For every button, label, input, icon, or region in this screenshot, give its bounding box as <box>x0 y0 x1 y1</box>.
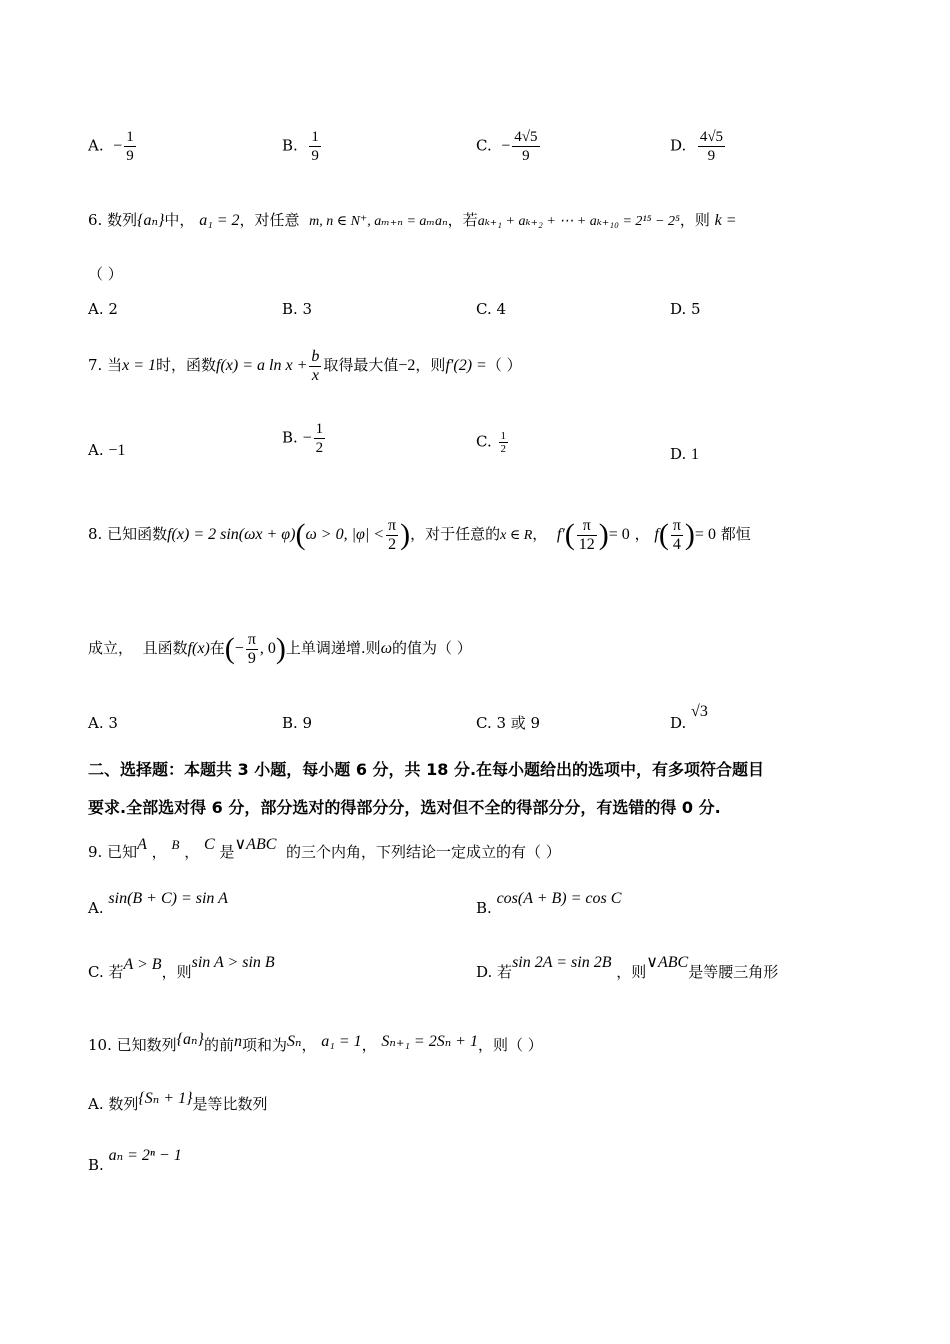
q6-option-c: C. 4 <box>476 300 507 318</box>
q7-option-b: B. − $\frac{1}{2}$ <box>282 421 324 456</box>
q8-stem-line1: 8. 已知函数f(x) = 2 sin(ωx + φ)(ω > 0, |φ| < $\frac{\pi}{2}$ )，对于任意的x ∈ R， f′( $\frac{\pi}{12}$ )= 0 ， f( $\frac{\pi}{4}$ )= 0 都恒 <box>88 516 751 553</box>
q6-paren: （ ） <box>88 265 123 283</box>
q5-option-b: B. $\frac{1}{9}$ <box>282 129 319 164</box>
q9-option-b: B. cos(A + B) = cos C <box>476 890 622 917</box>
q7-option-c: C. $\frac{1}{2}$ <box>476 430 506 455</box>
q5-option-c: C. − $\frac{4√5}{9}$ <box>476 129 538 164</box>
q8-option-b: B. 9 <box>282 714 313 732</box>
q6-option-a: A. 2 <box>88 300 118 318</box>
q8-option-a: A. 3 <box>88 714 118 732</box>
q9-option-d: D. 若sin 2A = sin 2B ，则∨ABC是等腰三角形 <box>476 954 779 981</box>
q9-option-c: C. 若A > B，则sin A > sin B <box>88 954 275 981</box>
q9-stem: 9. 已知A ， B ， C 是∨ABC 的三个内角，下列结论一定成立的有（ ） <box>88 836 561 861</box>
q10-option-a: A. 数列{Sₙ + 1}是等比数列 <box>88 1090 268 1113</box>
section-2-heading-cont: 要求.全部选对得 6 分，部分选对的得部分分，选对但不全的得部分分，有选错的得 0 分. <box>88 798 721 817</box>
q8-option-c: C. 3 或 9 <box>476 714 541 732</box>
q5-option-d: D. $\frac{4√5}{9}$ <box>670 129 724 164</box>
q10-stem: 10. 已知数列{aₙ}的前n项和为Sₙ， a₁ = 1， Sₙ₊₁ = 2Sₙ + 1，则（ ） <box>88 1031 543 1054</box>
q8-stem-line2: 成立， 且函数f(x)在(− $\frac{\pi}{9}$ , 0)上单调递增.则ω的值为（ ） <box>88 630 472 667</box>
q7-option-a: A. −1 <box>88 441 126 459</box>
q7-stem: 7. 当x = 1时，函数f(x) = a ln x + $\frac{b}{x}$ 取得最大值−2，则f′(2) =（ ） <box>88 347 522 384</box>
q6-option-d: D. 5 <box>670 300 701 318</box>
q10-option-b: B. aₙ = 2ⁿ − 1 <box>88 1147 182 1174</box>
q5-option-a: A. − $\frac{1}{9}$ <box>88 129 134 164</box>
q8-option-d: D. √3 <box>670 703 708 732</box>
q7-option-d: D. 1 <box>670 445 700 463</box>
section-2-heading: 二、选择题：本题共 3 小题，每小题 6 分，共 18 分.在每小题给出的选项中，有多项符合题目 <box>88 760 765 779</box>
q9-option-a: A. sin(B + C) = sin A <box>88 890 228 917</box>
q6-stem: 6. 数列{aₙ}中， a₁ = 2，对任意 m, n ∈ N⁺, aₘ₊ₙ = aₘaₙ，若aₖ₊₁ + aₖ₊₂ + ⋯ + aₖ₊₁₀ = 2¹⁵ − 2⁵，则 k = <box>88 211 737 229</box>
q6-option-b: B. 3 <box>282 300 313 318</box>
